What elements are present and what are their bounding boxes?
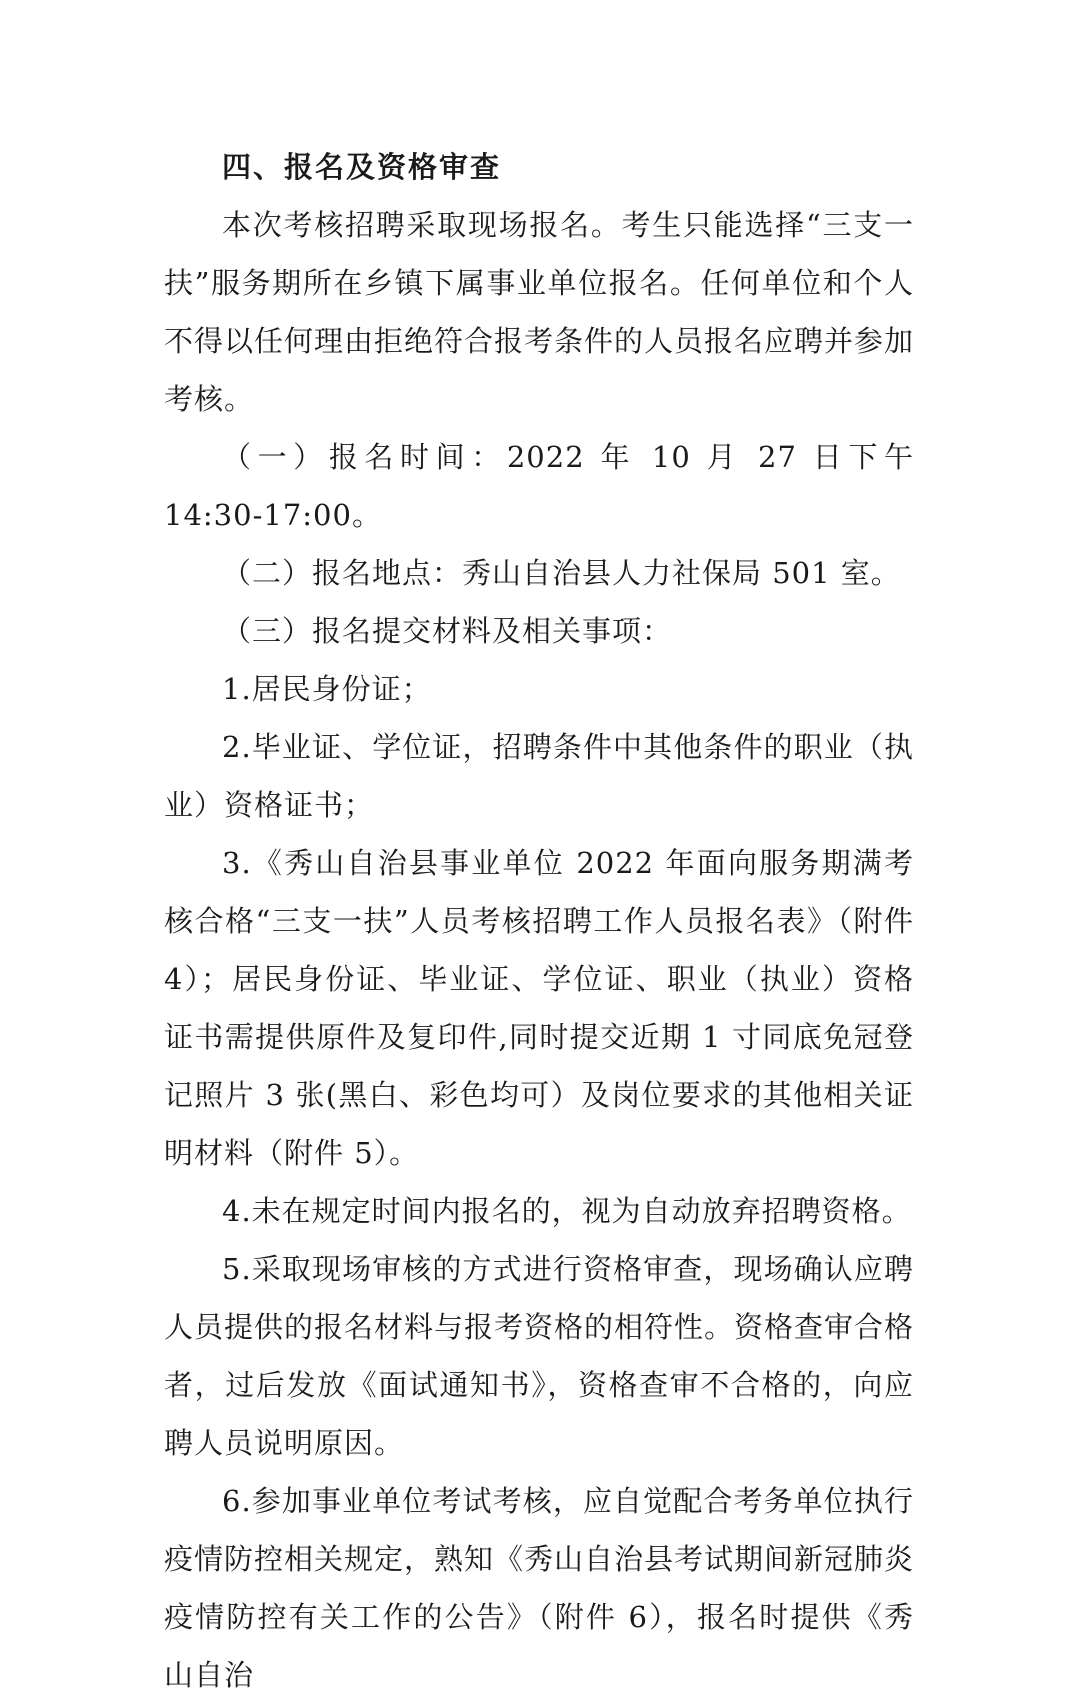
list-item-id-card: 1.居民身份证； <box>222 672 432 706</box>
paragraph-registration-location: （二）报名地点：秀山自治县人力社保局 501 室。 <box>222 556 901 590</box>
list-item-certificates: 2.毕业证、学位证，招聘条件中其他条件的职业（执业）资格证书； <box>164 730 914 822</box>
paragraph-materials-heading: （三）报名提交材料及相关事项： <box>222 614 673 648</box>
list-item-epidemic-control: 6.参加事业单位考试考核，应自觉配合考务单位执行疫情防控相关规定，熟知《秀山自治县考试期间新冠肺炎疫情防控有关工作的公告》（附件 6），报名时提供《秀山自治 <box>164 1484 915 1692</box>
paragraph-intro: 本次考核招聘采取现场报名。考生只能选择“三支一扶”服务期所在乡镇下属事业单位报名。任何单位和个人不得以任何理由拒绝符合报考条件的人员报名应聘并参加考核。 <box>164 208 915 416</box>
section-heading: 四、报名及资格审查 <box>222 150 502 184</box>
paragraph-registration-time: （一）报名时间：2022 年 10 月 27 日下午 14:30-17:00。 <box>164 440 914 532</box>
document-body <box>164 138 914 1704</box>
list-item-qualification-review: 5.采取现场审核的方式进行资格审查，现场确认应聘人员提供的报名材料与报考资格的相符性。资格查审合格者，过后发放《面试通知书》，资格查审不合格的，向应聘人员说明原因。 <box>164 1252 915 1460</box>
list-item-late-registration: 4.未在规定时间内报名的，视为自动放弃招聘资格。 <box>222 1194 912 1228</box>
list-item-application-form: 3.《秀山自治县事业单位 2022 年面向服务期满考核合格“三支一扶”人员考核招聘工作人员报名表》（附件 4）；居民身份证、毕业证、学位证、职业（执业）资格证书需提供原件及复印件,同时提交近期 1 寸同底免冠登记照片 3 张(黑白、彩色均可）及岗位要求的其他相关证明材料（附件 5）。 <box>164 846 914 1170</box>
